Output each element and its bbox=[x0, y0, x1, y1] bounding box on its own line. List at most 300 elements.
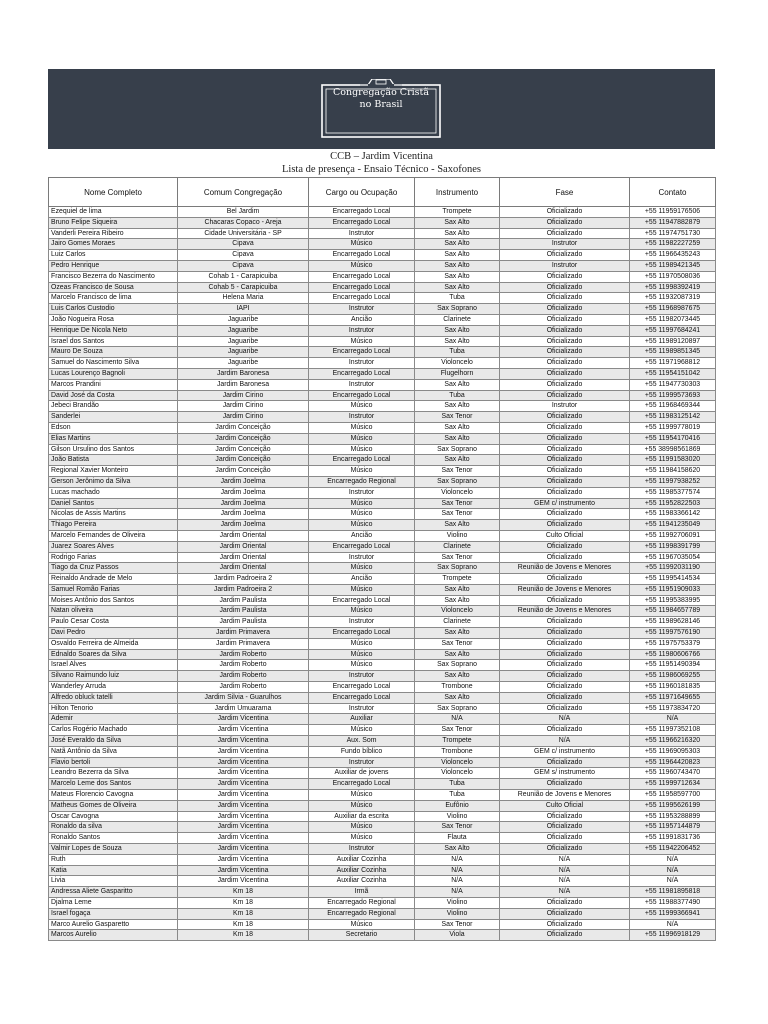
cell-contato: +55 11984657789 bbox=[630, 606, 716, 617]
table-row bbox=[49, 239, 716, 250]
cell-comum: Jardim Vicentina bbox=[178, 725, 309, 736]
cell-nome: Gilson Ursulino dos Santos bbox=[49, 444, 178, 455]
cell-instrumento: Sax Soprano bbox=[415, 703, 500, 714]
cell-instrumento: Sax Alto bbox=[415, 671, 500, 682]
column-header-contato: Contato bbox=[630, 178, 716, 207]
cell-fase: Oficializado bbox=[500, 898, 630, 909]
cell-comum: Jardim Vicentina bbox=[178, 714, 309, 725]
table-row bbox=[49, 854, 716, 865]
cell-contato: +55 11942206452 bbox=[630, 844, 716, 855]
cell-contato: +55 11983366142 bbox=[630, 509, 716, 520]
cell-fase: Oficializado bbox=[500, 217, 630, 228]
cell-fase: N/A bbox=[500, 736, 630, 747]
cell-instrumento: Sax Alto bbox=[415, 520, 500, 531]
cell-nome: Carlos Rogério Machado bbox=[49, 725, 178, 736]
cell-instrumento: Violino bbox=[415, 898, 500, 909]
cell-cargo: Músico bbox=[309, 401, 415, 412]
cell-nome: Leandro Bezerra da Silva bbox=[49, 768, 178, 779]
cell-fase: N/A bbox=[500, 854, 630, 865]
cell-comum: Jardim Primavera bbox=[178, 638, 309, 649]
cell-comum: Jardim Cirino bbox=[178, 412, 309, 423]
table-row bbox=[49, 347, 716, 358]
cell-fase: Oficializado bbox=[500, 304, 630, 315]
cell-cargo: Aux. Som bbox=[309, 736, 415, 747]
cell-instrumento: Sax Alto bbox=[415, 401, 500, 412]
cell-fase: Oficializado bbox=[500, 228, 630, 239]
cell-nome: Marcos Prandini bbox=[49, 379, 178, 390]
cell-fase: Oficializado bbox=[500, 692, 630, 703]
table-row bbox=[49, 692, 716, 703]
cell-nome: Juarez Soares Alves bbox=[49, 541, 178, 552]
table-row bbox=[49, 930, 716, 941]
cell-instrumento: Sax Soprano bbox=[415, 444, 500, 455]
cell-contato: +55 11997938252 bbox=[630, 476, 716, 487]
cell-nome: João Batista bbox=[49, 455, 178, 466]
cell-fase: Oficializado bbox=[500, 282, 630, 293]
table-row bbox=[49, 865, 716, 876]
cell-instrumento: Sax Tenor bbox=[415, 552, 500, 563]
cell-nome: Marcelo Francisco de lima bbox=[49, 293, 178, 304]
cell-nome: Valmir Lopes de Souza bbox=[49, 844, 178, 855]
cell-nome: Sanderlei bbox=[49, 412, 178, 423]
cell-fase: Oficializado bbox=[500, 390, 630, 401]
table-row bbox=[49, 314, 716, 325]
cell-fase: Oficializado bbox=[500, 779, 630, 790]
cell-contato: +55 38998561869 bbox=[630, 444, 716, 455]
cell-comum: Jardim Padroeira 2 bbox=[178, 584, 309, 595]
cell-fase: Oficializado bbox=[500, 844, 630, 855]
cell-comum: Jardim Oriental bbox=[178, 563, 309, 574]
column-header-cargo: Cargo ou Ocupação bbox=[309, 178, 415, 207]
cell-comum: Jardim Vicentina bbox=[178, 790, 309, 801]
column-header-nome: Nome Completo bbox=[49, 178, 178, 207]
cell-comum: Jardim Roberto bbox=[178, 649, 309, 660]
cell-fase: Oficializado bbox=[500, 628, 630, 639]
cell-cargo: Músico bbox=[309, 584, 415, 595]
cell-cargo: Ancião bbox=[309, 574, 415, 585]
cell-fase: Oficializado bbox=[500, 541, 630, 552]
cell-comum: Cipava bbox=[178, 239, 309, 250]
cell-instrumento: Sax Alto bbox=[415, 649, 500, 660]
header-banner bbox=[48, 69, 715, 149]
cell-instrumento: Sax Tenor bbox=[415, 822, 500, 833]
cell-nome: Silvano Raimundo luiz bbox=[49, 671, 178, 682]
cell-nome: João Nogueira Rosa bbox=[49, 314, 178, 325]
table-row bbox=[49, 433, 716, 444]
cell-nome: Marcelo Leme dos Santos bbox=[49, 779, 178, 790]
cell-comum: Jardim Vicentina bbox=[178, 876, 309, 887]
cell-cargo: Encarregado Local bbox=[309, 541, 415, 552]
cell-fase: Oficializado bbox=[500, 757, 630, 768]
cell-fase: Oficializado bbox=[500, 649, 630, 660]
cell-fase: Oficializado bbox=[500, 682, 630, 693]
cell-instrumento: Sax Alto bbox=[415, 844, 500, 855]
cell-instrumento: Sax Tenor bbox=[415, 638, 500, 649]
cell-instrumento: Violino bbox=[415, 530, 500, 541]
cell-comum: Cidade Universitária - SP bbox=[178, 228, 309, 239]
cell-nome: Regional Xavier Monteiro bbox=[49, 466, 178, 477]
cell-fase: Oficializado bbox=[500, 271, 630, 282]
cell-instrumento: Sax Soprano bbox=[415, 476, 500, 487]
cell-nome: Israel dos Santos bbox=[49, 336, 178, 347]
cell-contato: +55 11991831736 bbox=[630, 833, 716, 844]
cell-instrumento: Sax Alto bbox=[415, 250, 500, 261]
cell-fase: Oficializado bbox=[500, 466, 630, 477]
cell-comum: Jardim Oriental bbox=[178, 530, 309, 541]
cell-cargo: Encarregado Local bbox=[309, 390, 415, 401]
cell-cargo: Encarregado Local bbox=[309, 368, 415, 379]
cell-nome: Ozeas Francisco de Sousa bbox=[49, 282, 178, 293]
cell-comum: Jardim Cirino bbox=[178, 401, 309, 412]
cell-cargo: Instrutor bbox=[309, 358, 415, 369]
cell-comum: Jardim Vicentina bbox=[178, 822, 309, 833]
cell-nome: Francisco Bezerra do Nascimento bbox=[49, 271, 178, 282]
cell-instrumento: Trompete bbox=[415, 574, 500, 585]
cell-comum: Jardim Joelma bbox=[178, 520, 309, 531]
cell-instrumento: Tuba bbox=[415, 779, 500, 790]
table-row bbox=[49, 304, 716, 315]
cell-cargo: Músico bbox=[309, 790, 415, 801]
cell-comum: Km 18 bbox=[178, 887, 309, 898]
cell-instrumento: Sax Tenor bbox=[415, 919, 500, 930]
cell-cargo: Músico bbox=[309, 260, 415, 271]
cell-cargo: Secretario bbox=[309, 930, 415, 941]
table-row bbox=[49, 228, 716, 239]
cell-contato: +55 11995626199 bbox=[630, 800, 716, 811]
cell-nome: Samuel do Nascimento Silva bbox=[49, 358, 178, 369]
cell-comum: Chacaras Copaco - Areja bbox=[178, 217, 309, 228]
cell-contato: +55 11953288899 bbox=[630, 811, 716, 822]
cell-cargo: Instrutor bbox=[309, 412, 415, 423]
cell-contato: +55 11997352108 bbox=[630, 725, 716, 736]
table-row bbox=[49, 811, 716, 822]
cell-instrumento: Trombone bbox=[415, 682, 500, 693]
cell-comum: Jardim Vicentina bbox=[178, 854, 309, 865]
table-row bbox=[49, 487, 716, 498]
cell-comum: Jardim Vicentina bbox=[178, 865, 309, 876]
cell-cargo: Músico bbox=[309, 520, 415, 531]
cell-comum: Jardim Baronesa bbox=[178, 379, 309, 390]
cell-fase: Oficializado bbox=[500, 509, 630, 520]
cell-contato: +55 11960181835 bbox=[630, 682, 716, 693]
cell-nome: Rodrigo Farias bbox=[49, 552, 178, 563]
cell-comum: Jardim Vicentina bbox=[178, 746, 309, 757]
cell-fase: GEM s/ instrumento bbox=[500, 768, 630, 779]
cell-cargo: Encarregado Local bbox=[309, 293, 415, 304]
cell-cargo: Encarregado Local bbox=[309, 207, 415, 218]
cell-instrumento: Sax Alto bbox=[415, 336, 500, 347]
cell-fase: Oficializado bbox=[500, 379, 630, 390]
cell-instrumento: Sax Soprano bbox=[415, 660, 500, 671]
cell-comum: Jardim Oriental bbox=[178, 541, 309, 552]
cell-comum: Jardim Vicentina bbox=[178, 757, 309, 768]
cell-fase: Instrutor bbox=[500, 239, 630, 250]
cell-instrumento: Sax Alto bbox=[415, 239, 500, 250]
cell-instrumento: Sax Alto bbox=[415, 455, 500, 466]
cell-contato: +55 11971649655 bbox=[630, 692, 716, 703]
cell-nome: Marcelo Fernandes de Oliveira bbox=[49, 530, 178, 541]
cell-fase: Oficializado bbox=[500, 574, 630, 585]
cell-comum: Jardim Primavera bbox=[178, 628, 309, 639]
cell-nome: Nicolas de Assis Martins bbox=[49, 509, 178, 520]
cell-nome: Pedro Henrique bbox=[49, 260, 178, 271]
cell-comum: Jardim Vicentina bbox=[178, 844, 309, 855]
attendance-table bbox=[48, 177, 716, 941]
table-row bbox=[49, 746, 716, 757]
cell-contato: +55 11966435243 bbox=[630, 250, 716, 261]
cell-instrumento: Sax Tenor bbox=[415, 509, 500, 520]
cell-comum: Jardim Joelma bbox=[178, 487, 309, 498]
table-row bbox=[49, 833, 716, 844]
cell-cargo: Músico bbox=[309, 919, 415, 930]
cell-comum: Jaguaribe bbox=[178, 347, 309, 358]
cell-nome: Hilton Tenorio bbox=[49, 703, 178, 714]
cell-instrumento: Sax Alto bbox=[415, 282, 500, 293]
table-row bbox=[49, 207, 716, 218]
cell-contato: +55 11951490394 bbox=[630, 660, 716, 671]
cell-fase: N/A bbox=[500, 714, 630, 725]
cell-fase: Oficializado bbox=[500, 314, 630, 325]
cell-nome: Bruno Felipe Siqueira bbox=[49, 217, 178, 228]
cell-nome: Paulo Cesar Costa bbox=[49, 617, 178, 628]
cell-comum: IAPI bbox=[178, 304, 309, 315]
cell-fase: Oficializado bbox=[500, 444, 630, 455]
cell-nome: Mauro De Souza bbox=[49, 347, 178, 358]
cell-fase: Reunião de Jovens e Menores bbox=[500, 790, 630, 801]
logo-line-1: Congregação Cristã bbox=[332, 87, 430, 98]
cell-nome: Tiago da Cruz Passos bbox=[49, 563, 178, 574]
table-row bbox=[49, 779, 716, 790]
cell-comum: Jardim Joelma bbox=[178, 509, 309, 520]
cell-contato: +55 11985377574 bbox=[630, 487, 716, 498]
column-header-comum: Comum Congregação bbox=[178, 178, 309, 207]
cell-comum: Jardim Conceição bbox=[178, 422, 309, 433]
cell-comum: Jardim Paulista bbox=[178, 617, 309, 628]
cell-instrumento: Trompete bbox=[415, 207, 500, 218]
cell-cargo: Músico bbox=[309, 444, 415, 455]
cell-instrumento: Sax Alto bbox=[415, 422, 500, 433]
table-row bbox=[49, 412, 716, 423]
cell-nome: Oscar Cavogna bbox=[49, 811, 178, 822]
table-body bbox=[49, 207, 716, 941]
table-row bbox=[49, 671, 716, 682]
cell-contato: +55 11982227259 bbox=[630, 239, 716, 250]
table-row bbox=[49, 444, 716, 455]
cell-instrumento: Violoncelo bbox=[415, 487, 500, 498]
table-row bbox=[49, 260, 716, 271]
cell-contato: N/A bbox=[630, 865, 716, 876]
table-row bbox=[49, 617, 716, 628]
cell-instrumento: Sax Alto bbox=[415, 692, 500, 703]
cell-nome: Natã Antônio da Silva bbox=[49, 746, 178, 757]
cell-nome: Ronaldo Santos bbox=[49, 833, 178, 844]
cell-nome: Alfredo obluck tatelli bbox=[49, 692, 178, 703]
cell-fase: Oficializado bbox=[500, 595, 630, 606]
cell-instrumento: Sax Soprano bbox=[415, 563, 500, 574]
cell-contato: +55 11983125142 bbox=[630, 412, 716, 423]
cell-fase: Oficializado bbox=[500, 368, 630, 379]
cell-contato: +55 11957144879 bbox=[630, 822, 716, 833]
cell-nome: Israel Alves bbox=[49, 660, 178, 671]
cell-comum: Jardim Baronesa bbox=[178, 368, 309, 379]
cell-fase: Oficializado bbox=[500, 293, 630, 304]
table-row bbox=[49, 595, 716, 606]
table-row bbox=[49, 509, 716, 520]
cell-contato: +55 11998391799 bbox=[630, 541, 716, 552]
cell-contato: +55 11968469344 bbox=[630, 401, 716, 412]
cell-cargo: Encarregado Local bbox=[309, 455, 415, 466]
cell-contato: +55 11982073445 bbox=[630, 314, 716, 325]
cell-comum: Helena Maria bbox=[178, 293, 309, 304]
cell-instrumento: Sax Alto bbox=[415, 433, 500, 444]
cell-nome: Jairo Gomes Moraes bbox=[49, 239, 178, 250]
cell-contato: +55 11998392419 bbox=[630, 282, 716, 293]
cell-cargo: Encarregado Local bbox=[309, 282, 415, 293]
cell-comum: Km 18 bbox=[178, 908, 309, 919]
cell-nome: Livia bbox=[49, 876, 178, 887]
cell-cargo: Músico bbox=[309, 606, 415, 617]
column-header-instrumento: Instrumento bbox=[415, 178, 500, 207]
cell-comum: Jardim Cirino bbox=[178, 390, 309, 401]
cell-nome: Jebeci Brandão bbox=[49, 401, 178, 412]
table-row bbox=[49, 844, 716, 855]
table-row bbox=[49, 790, 716, 801]
cell-comum: Jardim Conceição bbox=[178, 444, 309, 455]
cell-comum: Jardim Conceição bbox=[178, 466, 309, 477]
table-row bbox=[49, 919, 716, 930]
cell-cargo: Instrutor bbox=[309, 552, 415, 563]
cell-instrumento: Sax Alto bbox=[415, 628, 500, 639]
cell-nome: Matheus Gomes de Oliveira bbox=[49, 800, 178, 811]
cell-cargo: Músico bbox=[309, 638, 415, 649]
cell-comum: Jardim Vicentina bbox=[178, 779, 309, 790]
page-subtitle: Lista de presença - Ensaio Técnico - Saxofones bbox=[282, 164, 481, 175]
cell-cargo: Ancião bbox=[309, 314, 415, 325]
cell-cargo: Encarregado Local bbox=[309, 595, 415, 606]
cell-fase: Instrutor bbox=[500, 401, 630, 412]
cell-nome: José Everaldo da Silva bbox=[49, 736, 178, 747]
cell-cargo: Encarregado Local bbox=[309, 692, 415, 703]
cell-instrumento: Sax Alto bbox=[415, 325, 500, 336]
cell-comum: Cohab 5 - Carapicuiba bbox=[178, 282, 309, 293]
table-row bbox=[49, 476, 716, 487]
cell-cargo: Auxiliar Cozinha bbox=[309, 876, 415, 887]
table-row bbox=[49, 606, 716, 617]
table-row bbox=[49, 466, 716, 477]
cell-comum: Jardim Vicentina bbox=[178, 768, 309, 779]
table-row bbox=[49, 336, 716, 347]
table-row bbox=[49, 401, 716, 412]
page-title: CCB – Jardim Vicentina bbox=[330, 151, 433, 162]
cell-instrumento: Sax Alto bbox=[415, 228, 500, 239]
table-row bbox=[49, 552, 716, 563]
cell-instrumento: N/A bbox=[415, 887, 500, 898]
cell-contato: +55 11991583020 bbox=[630, 455, 716, 466]
cell-cargo: Fundo bíblico bbox=[309, 746, 415, 757]
table-row bbox=[49, 638, 716, 649]
cell-cargo: Músico bbox=[309, 660, 415, 671]
cell-nome: Vanderli Pereira Ribeiro bbox=[49, 228, 178, 239]
cell-cargo: Músico bbox=[309, 509, 415, 520]
cell-instrumento: Violino bbox=[415, 811, 500, 822]
table-row bbox=[49, 541, 716, 552]
cell-contato: +55 11995414534 bbox=[630, 574, 716, 585]
cell-fase: Oficializado bbox=[500, 660, 630, 671]
cell-fase: Oficializado bbox=[500, 908, 630, 919]
cell-cargo: Músico bbox=[309, 239, 415, 250]
cell-contato: +55 11995383995 bbox=[630, 595, 716, 606]
cell-cargo: Músico bbox=[309, 433, 415, 444]
cell-nome: Marco Aurelio Gasparetto bbox=[49, 919, 178, 930]
column-header-fase: Fase bbox=[500, 178, 630, 207]
cell-cargo: Instrutor bbox=[309, 325, 415, 336]
cell-comum: Jardim Roberto bbox=[178, 682, 309, 693]
cell-fase: N/A bbox=[500, 876, 630, 887]
cell-cargo: Instrutor bbox=[309, 228, 415, 239]
table-row bbox=[49, 736, 716, 747]
cell-instrumento: Sax Alto bbox=[415, 379, 500, 390]
cell-contato: +55 11974751730 bbox=[630, 228, 716, 239]
cell-contato: +55 11958597700 bbox=[630, 790, 716, 801]
table-header-row bbox=[49, 178, 716, 207]
cell-contato: +55 11980606766 bbox=[630, 649, 716, 660]
cell-instrumento: Clarinete bbox=[415, 541, 500, 552]
cell-cargo: Encarregado Local bbox=[309, 779, 415, 790]
cell-instrumento: Trombone bbox=[415, 746, 500, 757]
table-row bbox=[49, 908, 716, 919]
table-row bbox=[49, 898, 716, 909]
cell-fase: Reunião de Jovens e Menores bbox=[500, 584, 630, 595]
cell-contato: +55 11964420823 bbox=[630, 757, 716, 768]
cell-contato: +55 11973834720 bbox=[630, 703, 716, 714]
cell-nome: Israel fogaça bbox=[49, 908, 178, 919]
cell-contato: +55 11959176506 bbox=[630, 207, 716, 218]
cell-instrumento: Violoncelo bbox=[415, 358, 500, 369]
cell-cargo: Instrutor bbox=[309, 757, 415, 768]
cell-comum: Jardim Conceição bbox=[178, 433, 309, 444]
cell-contato: N/A bbox=[630, 919, 716, 930]
cell-nome: Edson bbox=[49, 422, 178, 433]
cell-cargo: Músico bbox=[309, 725, 415, 736]
cell-instrumento: Violino bbox=[415, 908, 500, 919]
table-row bbox=[49, 887, 716, 898]
cell-nome: Davi Pedro bbox=[49, 628, 178, 639]
cell-comum: Jardim Conceição bbox=[178, 455, 309, 466]
cell-comum: Jardim Umuarama bbox=[178, 703, 309, 714]
cell-contato: +55 11989421345 bbox=[630, 260, 716, 271]
cell-fase: Oficializado bbox=[500, 833, 630, 844]
cell-fase: Oficializado bbox=[500, 930, 630, 941]
cell-comum: Km 18 bbox=[178, 898, 309, 909]
cell-cargo: Instrutor bbox=[309, 617, 415, 628]
cell-cargo: Auxiliar bbox=[309, 714, 415, 725]
cell-cargo: Músico bbox=[309, 649, 415, 660]
table-row bbox=[49, 390, 716, 401]
cell-contato: +55 11999366941 bbox=[630, 908, 716, 919]
cell-nome: Ademir bbox=[49, 714, 178, 725]
cell-fase: Oficializado bbox=[500, 455, 630, 466]
cell-instrumento: Sax Alto bbox=[415, 271, 500, 282]
cell-contato: +55 11952822503 bbox=[630, 498, 716, 509]
cell-cargo: Instrutor bbox=[309, 379, 415, 390]
cell-nome: Ronaldo da silva bbox=[49, 822, 178, 833]
table-row bbox=[49, 455, 716, 466]
cell-contato: +55 11992706091 bbox=[630, 530, 716, 541]
cell-contato: +55 11999712634 bbox=[630, 779, 716, 790]
cell-instrumento: Tuba bbox=[415, 390, 500, 401]
cell-instrumento: Sax Alto bbox=[415, 260, 500, 271]
cell-nome: Marcos Aurelio bbox=[49, 930, 178, 941]
